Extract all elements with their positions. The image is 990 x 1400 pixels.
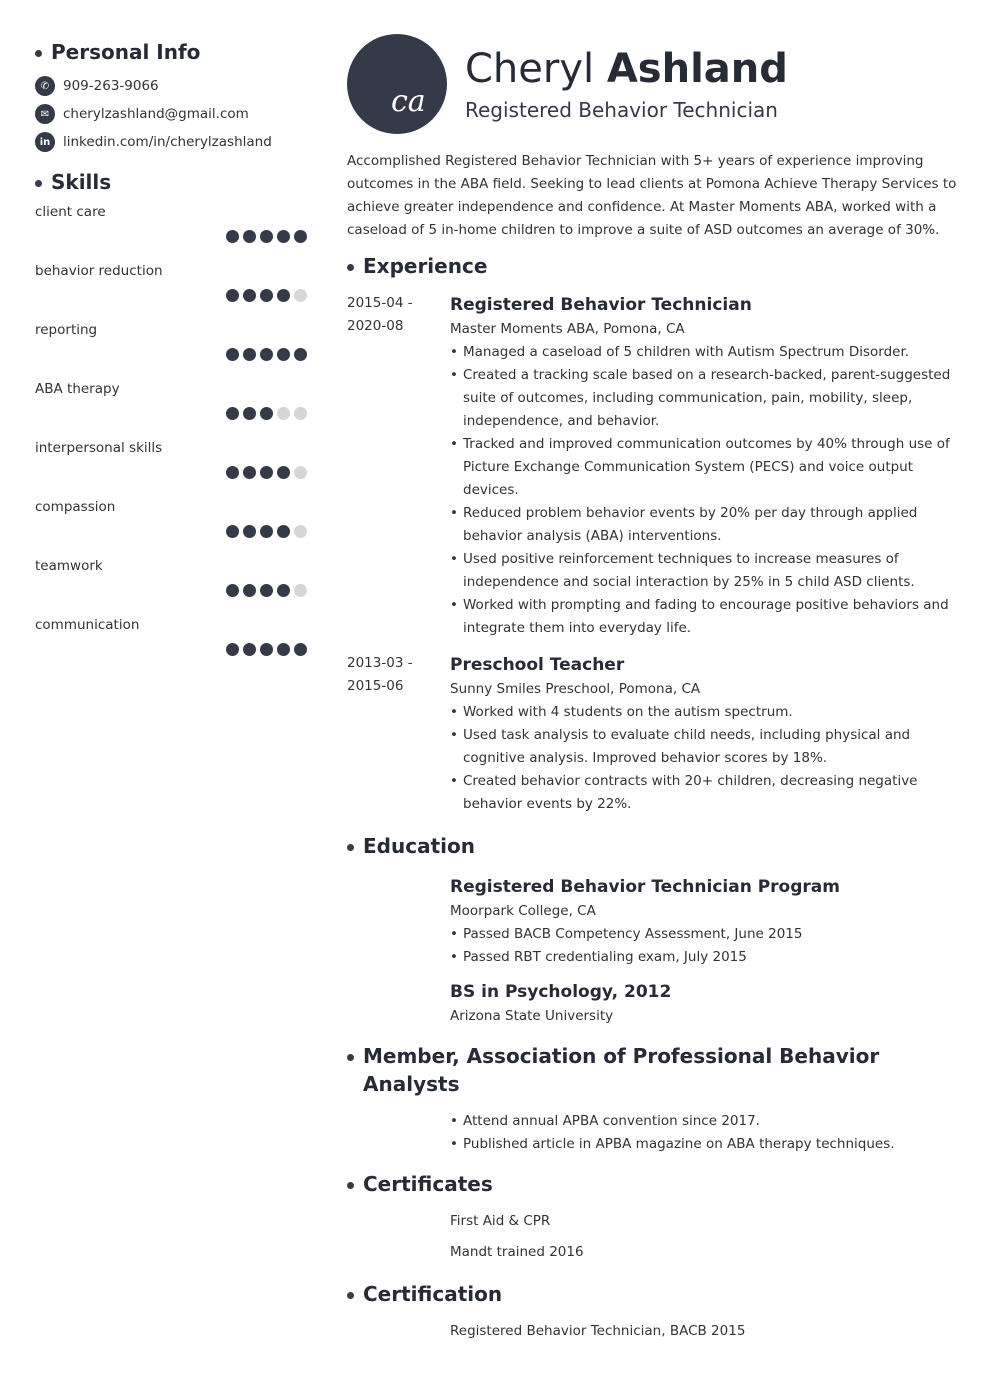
job-title: Registered Behavior Technician xyxy=(450,295,752,315)
skill-item xyxy=(35,263,307,322)
membership-heading: Member, Association of Professional Behavior Analysts xyxy=(347,1042,962,1098)
certificates-heading: Certificates xyxy=(347,1170,962,1198)
bullet-item: • Used positive reinforcement techniques to increase measures of independence and social interaction by 25% in 5 child ASD clients. xyxy=(450,548,962,594)
rating-dot xyxy=(294,525,307,538)
skill-rating xyxy=(226,643,307,656)
skill-rating xyxy=(226,525,307,538)
skill-item xyxy=(35,440,307,499)
rating-dot xyxy=(243,289,256,302)
avatar xyxy=(347,34,447,134)
linkedin-icon: in xyxy=(35,132,55,152)
education-entry xyxy=(450,979,962,1028)
skill-rating xyxy=(226,289,307,302)
skill-item xyxy=(35,558,307,617)
bullet-item: • Created behavior contracts with 20+ children, decreasing negative behavior events by 22%. xyxy=(450,770,962,816)
education-list xyxy=(347,874,962,1028)
experience-heading: Experience xyxy=(347,252,962,280)
initials: ca xyxy=(391,84,426,119)
degree-title: BS in Psychology, 2012 xyxy=(450,982,672,1002)
bullet-item: • Tracked and improved communication outcomes by 40% through use of Picture Exchange Communication System (PECS) and voice output devices. xyxy=(450,433,962,502)
rating-dot xyxy=(277,348,290,361)
header xyxy=(347,34,962,134)
bullet-item: • Attend annual APBA convention since 2017. xyxy=(450,1110,962,1133)
education-heading: Education xyxy=(347,832,962,860)
rating-dot xyxy=(260,643,273,656)
rating-dot xyxy=(294,466,307,479)
job-entry xyxy=(347,652,962,816)
phone-icon: ✆ xyxy=(35,76,55,96)
rating-dot xyxy=(226,643,239,656)
main xyxy=(347,34,962,1343)
rating-dot xyxy=(277,289,290,302)
bullet-item: • Created a tracking scale based on a research-backed, parent-suggested suite of outcomes, including communication, pain, mobility, sleep, independence, and behavior. xyxy=(450,364,962,433)
skill-label: behavior reduction xyxy=(35,263,163,279)
rating-dot xyxy=(260,289,273,302)
bullet-item: • Passed RBT credentialing exam, July 2015 xyxy=(450,946,962,969)
school: Moorpark College, CA xyxy=(450,903,596,919)
skill-rating xyxy=(226,407,307,420)
skill-label: communication xyxy=(35,617,140,633)
skill-rating xyxy=(226,348,307,361)
email-icon: ✉ xyxy=(35,104,55,124)
job-company: Sunny Smiles Preschool, Pomona, CA xyxy=(450,681,701,697)
bullet-item: • Passed BACB Competency Assessment, June 2015 xyxy=(450,923,962,946)
certificate-item: Mandt trained 2016 xyxy=(450,1244,584,1260)
skill-item xyxy=(35,322,307,381)
summary: Accomplished Registered Behavior Technician with 5+ years of experience improving outcomes in the ABA field. Seeking to lead clients at Pomona Achieve Therapy Services to achieve greater independence and confidence. At Master Moments ABA, worked with a caseload of 5 in-home children to improve a suite of ASD outcomes an average of 30%. xyxy=(347,153,957,238)
job-bullets xyxy=(450,341,962,640)
rating-dot xyxy=(294,643,307,656)
experience-list xyxy=(347,292,962,816)
rating-dot xyxy=(243,466,256,479)
rating-dot xyxy=(294,230,307,243)
first-name: Cheryl xyxy=(465,46,595,92)
bullet-item: • Worked with 4 students on the autism spectrum. xyxy=(450,701,962,724)
rating-dot xyxy=(260,525,273,538)
rating-dot xyxy=(294,584,307,597)
membership-list xyxy=(450,1110,962,1156)
certificates-list xyxy=(450,1210,962,1264)
rating-dot xyxy=(277,466,290,479)
rating-dot xyxy=(294,348,307,361)
rating-dot xyxy=(277,407,290,420)
rating-dot xyxy=(277,584,290,597)
linkedin[interactable] xyxy=(35,128,307,156)
education-entry xyxy=(450,874,962,969)
certification-list xyxy=(450,1320,962,1343)
skills-heading: Skills xyxy=(35,168,307,196)
last-name: Ashland xyxy=(606,46,788,92)
rating-dot xyxy=(243,348,256,361)
name xyxy=(465,46,788,92)
certificate-item: First Aid & CPR xyxy=(450,1213,551,1229)
rating-dot xyxy=(243,584,256,597)
personal-info-heading: Personal Info xyxy=(35,38,307,66)
rating-dot xyxy=(243,643,256,656)
bullet-item: • Reduced problem behavior events by 20% per day through applied behavior analysis (ABA) interventions. xyxy=(450,502,962,548)
job-entry xyxy=(347,292,962,640)
rating-dot xyxy=(226,466,239,479)
sidebar xyxy=(35,38,307,676)
skill-item xyxy=(35,381,307,440)
job-date: 2015-04 - 2020-08 xyxy=(347,295,413,334)
skill-rating xyxy=(226,466,307,479)
rating-dot xyxy=(260,584,273,597)
school: Arizona State University xyxy=(450,1008,614,1024)
rating-dot xyxy=(243,407,256,420)
email-text[interactable]: cherylzashland@gmail.com xyxy=(63,106,249,122)
education-bullets xyxy=(450,923,962,969)
job-content xyxy=(450,652,962,816)
rating-dot xyxy=(260,466,273,479)
bullet-item: • Managed a caseload of 5 children with Autism Spectrum Disorder. xyxy=(450,341,962,364)
job-title: Registered Behavior Technician xyxy=(465,98,778,122)
bullet-item: • Published article in APBA magazine on ABA therapy techniques. xyxy=(450,1133,962,1156)
rating-dot xyxy=(243,525,256,538)
rating-dot xyxy=(277,525,290,538)
rating-dot xyxy=(294,289,307,302)
rating-dot xyxy=(277,230,290,243)
skill-rating xyxy=(226,230,307,243)
bullet-item: • Worked with prompting and fading to encourage positive behaviors and integrate them into everyday life. xyxy=(450,594,962,640)
rating-dot xyxy=(260,230,273,243)
certification-item: Registered Behavior Technician, BACB 2015 xyxy=(450,1323,746,1339)
skill-item xyxy=(35,204,307,263)
job-content xyxy=(450,292,962,640)
rating-dot xyxy=(226,230,239,243)
skill-label: teamwork xyxy=(35,558,103,574)
skill-label: reporting xyxy=(35,322,98,338)
skills-list xyxy=(35,204,307,676)
skill-rating xyxy=(226,584,307,597)
certification-heading: Certification xyxy=(347,1280,962,1308)
job-company: Master Moments ABA, Pomona, CA xyxy=(450,321,685,337)
rating-dot xyxy=(260,407,273,420)
rating-dot xyxy=(226,525,239,538)
skill-item xyxy=(35,617,307,676)
skill-label: interpersonal skills xyxy=(35,440,163,456)
phone-text: 909-263-9066 xyxy=(63,78,159,94)
rating-dot xyxy=(226,584,239,597)
rating-dot xyxy=(277,643,290,656)
rating-dot xyxy=(226,407,239,420)
skill-item xyxy=(35,499,307,558)
linkedin-text[interactable]: linkedin.com/in/cherylzashland xyxy=(63,134,272,150)
skill-label: ABA therapy xyxy=(35,381,120,397)
job-date: 2013-03 - 2015-06 xyxy=(347,655,413,694)
rating-dot xyxy=(294,407,307,420)
job-title: Preschool Teacher xyxy=(450,655,625,675)
rating-dot xyxy=(260,348,273,361)
rating-dot xyxy=(243,230,256,243)
job-bullets xyxy=(450,701,962,816)
degree-title: Registered Behavior Technician Program xyxy=(450,877,840,897)
skill-label: client care xyxy=(35,204,106,220)
bullet-item: • Used task analysis to evaluate child needs, including physical and cognitive analysis. Improved behavior scores by 18%. xyxy=(450,724,962,770)
rating-dot xyxy=(226,289,239,302)
email[interactable] xyxy=(35,100,307,128)
phone xyxy=(35,72,307,100)
rating-dot xyxy=(226,348,239,361)
skill-label: compassion xyxy=(35,499,116,515)
